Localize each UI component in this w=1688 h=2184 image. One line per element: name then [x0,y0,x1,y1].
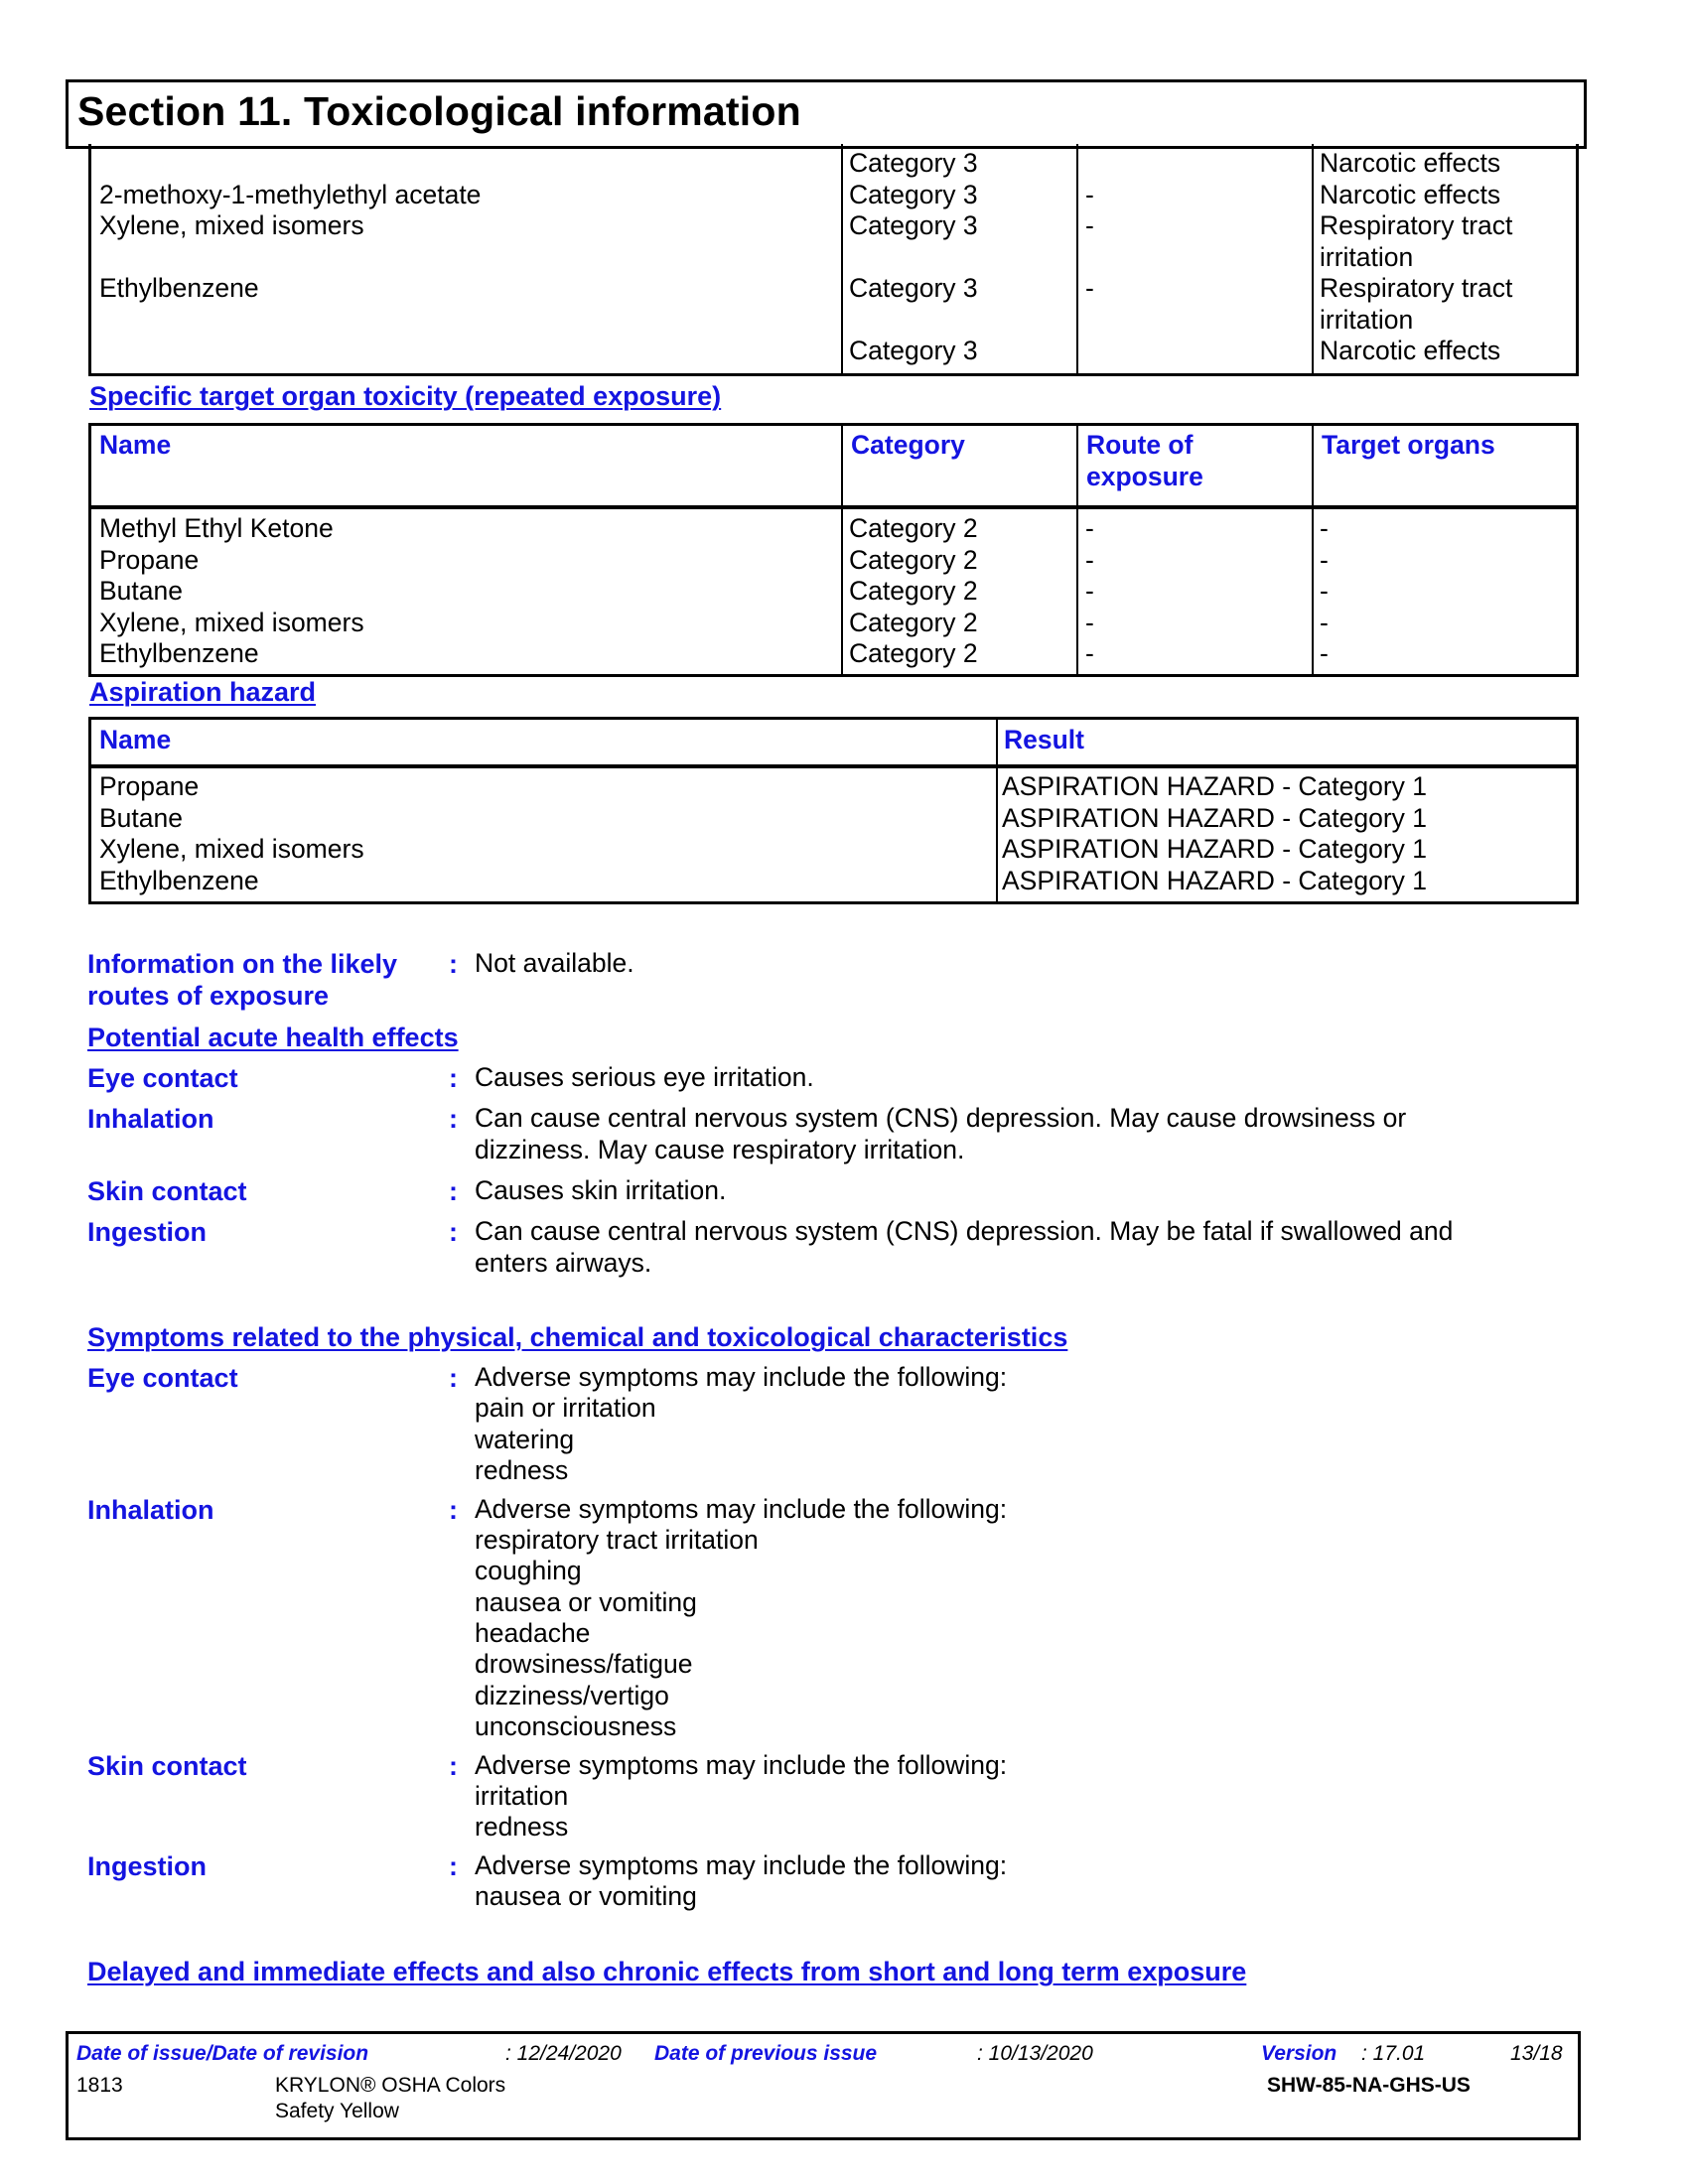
field-value-line: dizziness/vertigo [475,1680,669,1710]
cell-category: Category 3 [849,210,978,240]
field-value-line: dizziness. May cause respiratory irritation. [475,1134,965,1164]
field-value: Causes skin irritation. [475,1174,727,1205]
cell-route: - [1085,513,1094,543]
field-value-line: redness [475,1454,569,1485]
document-id: SHW-85-NA-GHS-US [1267,2074,1471,2097]
routes-label: Information on the likely [87,949,398,979]
field-value: Causes serious eye irritation. [475,1062,814,1092]
field-colon: : [449,1851,458,1881]
section-header-box [66,79,1587,149]
field-label: Ingestion [87,1851,207,1881]
issue-date-value: : 12/24/2020 [505,2042,622,2065]
column-divider [1312,426,1314,674]
field-colon: : [449,1750,458,1781]
issue-date-label: Date of issue/Date of revision [76,2042,369,2065]
product-code: 1813 [76,2074,123,2097]
column-header-category: Category [851,430,965,460]
cell-category: Category 3 [849,179,978,209]
field-colon: : [449,1217,458,1248]
field-colon: : [449,1363,458,1393]
field-value: Adverse symptoms may include the following: [475,1749,1008,1780]
version-value: : 17.01 [1361,2042,1426,2065]
field-colon: : [449,1494,458,1525]
cell-category: Category 3 [849,148,978,178]
field-label: Inhalation [87,1104,214,1135]
field-colon: : [449,1063,458,1093]
column-divider [996,720,998,901]
cell-category: Category 2 [849,638,978,668]
cell-name: Xylene, mixed isomers [99,210,364,240]
field-value-line: unconsciousness [475,1710,677,1741]
cell-result: ASPIRATION HAZARD - Category 1 [1002,865,1428,895]
cell-route: - [1085,179,1094,209]
routes-value: Not available. [475,948,634,978]
page-footer [66,2031,1581,2140]
field-colon: : [449,1175,458,1206]
routes-label-line2: routes of exposure [87,981,330,1011]
cell-category: Category 3 [849,273,978,303]
field-value-line: pain or irritation [475,1393,656,1424]
cell-result: ASPIRATION HAZARD - Category 1 [1002,771,1428,801]
header-divider [91,505,1576,509]
stot-repeated-table [88,423,1579,677]
stot-single-table [88,144,1579,376]
cell-route: - [1085,638,1094,668]
product-name: KRYLON® OSHA Colors [275,2074,506,2097]
cell-category: Category 2 [849,544,978,575]
previous-issue-label: Date of previous issue [654,2042,878,2065]
column-divider [1076,144,1078,373]
cell-name: Ethylbenzene [99,638,259,668]
column-divider [1076,426,1078,674]
field-label: Skin contact [87,1750,247,1781]
cell-name: Propane [99,544,200,575]
cell-category: Category 2 [849,607,978,637]
cell-target-organs: - [1320,513,1329,543]
cell-result: ASPIRATION HAZARD - Category 1 [1002,802,1428,833]
field-value-line: headache [475,1617,591,1648]
aspiration-heading[interactable]: Aspiration hazard [89,677,317,707]
field-value-line: watering [475,1424,575,1454]
field-value: Adverse symptoms may include the following: [475,1362,1008,1392]
cell-name: Propane [99,771,200,801]
field-label: Ingestion [87,1217,207,1248]
cell-name: Butane [99,802,183,833]
cell-name: 2-methoxy-1-methylethyl acetate [99,179,482,209]
field-value-line: enters airways. [475,1247,652,1278]
cell-route: - [1085,576,1094,606]
routes-colon: : [449,949,458,979]
cell-result: ASPIRATION HAZARD - Category 1 [1002,834,1428,864]
field-value-line: irritation [475,1780,569,1811]
product-name-line2: Safety Yellow [275,2100,399,2122]
cell-category: Category 2 [849,513,978,543]
cell-route: - [1085,210,1094,240]
previous-issue-value: : 10/13/2020 [977,2042,1093,2065]
field-label: Eye contact [87,1063,238,1093]
cell-route: - [1085,607,1094,637]
cell-target-organs: Narcotic effects [1320,336,1501,365]
field-value-line: respiratory tract irritation [475,1525,759,1555]
cell-target-organs: Narcotic effects [1320,179,1501,209]
column-header-name: Name [99,725,172,754]
field-label: Inhalation [87,1494,214,1525]
cell-target-organs: Narcotic effects [1320,148,1501,178]
cell-name: Butane [99,576,183,606]
cell-name: Methyl Ethyl Ketone [99,513,334,543]
column-header-target-organs: Target organs [1322,430,1495,460]
field-value-line: redness [475,1812,569,1843]
aspiration-table [88,717,1579,904]
header-divider [91,764,1576,768]
field-value-line: nausea or vomiting [475,1881,697,1912]
field-colon: : [449,1104,458,1135]
cell-target-organs: irritation [1320,241,1414,272]
acute-heading[interactable]: Potential acute health effects [87,1023,459,1052]
column-divider [841,144,843,373]
cell-target-organs: - [1320,576,1329,606]
column-header-route: Route of [1086,430,1194,460]
field-value: Can cause central nervous system (CNS) depression. May cause drowsiness or [475,1103,1407,1134]
cell-name: Xylene, mixed isomers [99,607,364,637]
cell-name: Ethylbenzene [99,273,259,303]
cell-name: Ethylbenzene [99,865,259,895]
field-label: Skin contact [87,1175,247,1206]
cell-target-organs: Respiratory tract [1320,273,1513,303]
column-header-result: Result [1004,725,1084,754]
cell-route: - [1085,544,1094,575]
field-value-line: coughing [475,1556,582,1586]
cell-category: Category 3 [849,336,978,365]
section-title: Section 11. Toxicological information [77,88,801,134]
cell-target-organs: - [1320,638,1329,668]
cell-target-organs: - [1320,607,1329,637]
field-value-line: nausea or vomiting [475,1586,697,1617]
field-value: Can cause central nervous system (CNS) depression. May be fatal if swallowed and [475,1216,1454,1247]
version-label: Version [1261,2042,1337,2065]
field-label: Eye contact [87,1363,238,1393]
cell-route: - [1085,273,1094,303]
field-value-line: drowsiness/fatigue [475,1649,693,1680]
column-header-route-line2: exposure [1086,462,1203,491]
field-value: Adverse symptoms may include the following: [475,1493,1008,1524]
column-header-name: Name [99,430,172,460]
cell-target-organs: Respiratory tract [1320,210,1513,240]
cell-category: Category 2 [849,576,978,606]
column-divider [841,426,843,674]
symptoms-heading[interactable]: Symptoms related to the physical, chemical and toxicological characteristics [87,1322,1068,1352]
cell-target-organs: irritation [1320,304,1414,335]
stot-repeated-heading[interactable]: Specific target organ toxicity (repeated exposure) [89,381,722,411]
page-number: 13/18 [1510,2042,1563,2065]
delayed-effects-heading[interactable]: Delayed and immediate effects and also chronic effects from short and long term exposure [87,1957,1247,1986]
cell-name: Xylene, mixed isomers [99,834,364,864]
field-value: Adverse symptoms may include the following: [475,1850,1008,1880]
column-divider [1312,144,1314,373]
cell-target-organs: - [1320,544,1329,575]
